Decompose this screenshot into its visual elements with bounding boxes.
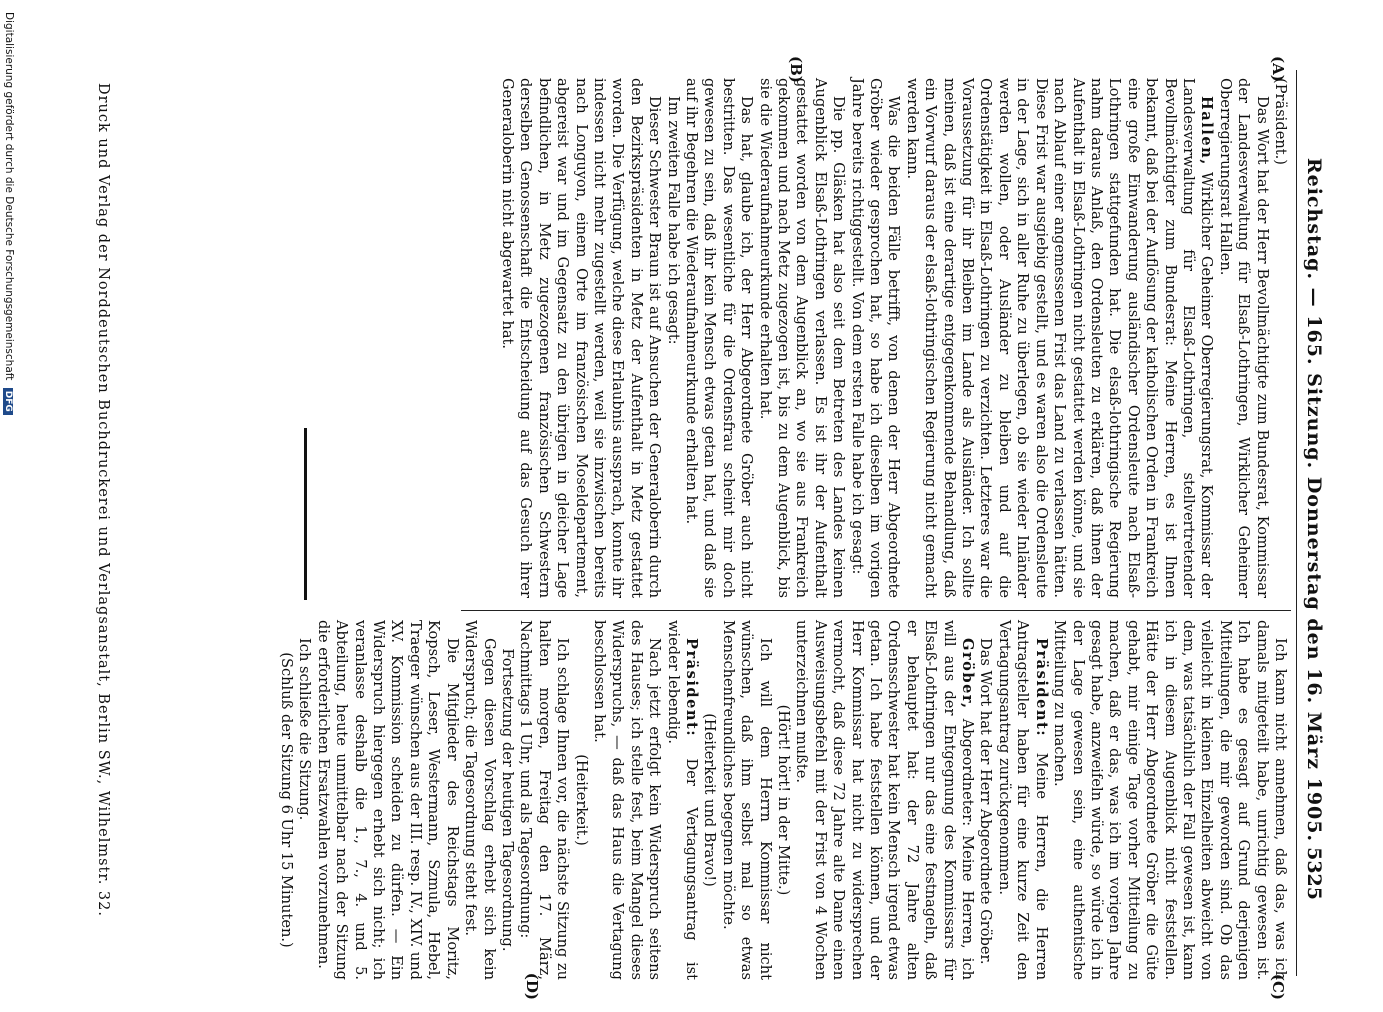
paragraph-r11 <box>516 620 571 980</box>
paragraph-text: Der Vertagungsantrag ist wieder lebendig. <box>664 620 700 980</box>
imprint-line: Druck und Verlag der Norddeutschen Buchdruckerei und Verlagsanstalt, Berlin SW., Wilhelmstr. 32. <box>95 83 111 917</box>
paragraph-text: Gegen diesen Vorschlag erhebt sich kein Widerspruch; die Tagesordnung steht fest. <box>462 620 498 980</box>
speaker-name: Präsident: <box>683 638 700 738</box>
paragraph-p6 <box>663 78 681 598</box>
paragraph-r7 <box>700 620 718 980</box>
paragraph-text: Die pp. Gläsken hat also seit dem Betreten des Landes keinen Augenblick Elsaß-Lothringen verlassen. Es ist ihr der Aufenthalt gestattet worden von dem Augenblick an, wo sie aus Frankreich gekommen und nach Metz zugezogen ist, bis zu dem Augenblick, bis sie die Wiederaufnahmeurkunde erhalten hat. <box>756 78 848 598</box>
paragraph-r1 <box>1050 620 1289 980</box>
page-header <box>1301 0 1325 1000</box>
paragraph-text: Meine Herren, die Herren Antragsteller haben für eine kurze Zeit den Vertagungsantrag zurückgenommen. <box>995 620 1050 980</box>
left-column <box>498 78 1289 598</box>
paragraph-r9 <box>590 620 664 980</box>
column-divider <box>461 610 1291 611</box>
paragraph-p3 <box>847 78 902 598</box>
paragraph-text: Fortsetzung der heutigen Tagesordnung. <box>498 648 516 952</box>
paragraph-p7 <box>498 78 664 598</box>
paragraph-p4 <box>755 78 847 598</box>
paragraph-text: Abgeordneter: Meine Herren, ich will aus der Entgegnung des Kommissars für Elsaß-Lothringen nur das eine festnageln, daß er behauptet hat: der 72 Jahre alten Ordensschwester hat kein Mensch irgend etwas getan. Ich habe feststellen können, und der Herr Kommissar hat nicht zu widersprechen vermocht, daß diese 72 Jahre alte Dame einen Ausweisungsbefehl mit der Frist von 4 Wochen unterzeichnen mußte. <box>793 620 977 980</box>
page-number: 5325 <box>1303 847 1325 900</box>
margin-mark-b: (B) <box>787 56 805 83</box>
right-column <box>277 620 1289 980</box>
speaker-name: Hallen, <box>1198 96 1216 166</box>
paragraph-r15 <box>295 620 313 980</box>
paragraph-text: Wirklicher Geheimer Oberregierungsrat, Kommissar der Landesverwaltung für Elsaß-Lothringen, stellvertretender Bevollmächtigter zum Bundesrat: Meine Herren, es ist Ihnen bekannt, daß bei der Auflösung der katholischen Orden in Frankreich eine große Einwanderung ausländischer Ordensleute nach Elsaß-Lothringen stattgefunden hat. Die elsaß-lothringische Regierung nahm daraus Anlaß, den Ordensleuten zu erklären, daß ihnen der Aufenthalt in Elsaß-Lothringen nicht gestattet werden könne, und sie nach Ablauf einer angemessenen Frist das Land zu verlassen hätten. Diese Frist war ausgiebig gestellt, und es waren also die Ordensleute in der Lage, sich in aller Ruhe zu überlegen, ob sie wieder Inländer werden wollen, oder Ausländer zu bleiben und auf die Ordenstätigkeit in Elsaß-Lothringen zu verzichten. Letzteres war die Voraussetzung für ihr Bleiben im Lande als Ausländer. Ich sollte meinen, daß ist eine derartige entgegenkommende Behandlung, daß ein Vorwurf daraus der elsaß-lothringischen Regierung nicht gemacht werden kann. <box>903 78 1216 598</box>
paragraph-r12 <box>498 620 516 980</box>
paragraph-r14 <box>313 620 460 980</box>
paragraph-p5 <box>682 78 756 598</box>
paragraph-text: (Hört! hört! in der Mitte.) <box>775 704 793 896</box>
dfg-logo: DFG <box>3 388 13 415</box>
paragraph-text: Ich kann nicht annehmen, daß das, was ich damals mitgeteilt habe, unrichtig gewesen ist. Ich habe es gesagt auf Grund derjenigen Mitteilungen, die mir geworden sind. Ob das vielleicht in kleinen Einzelheiten abweicht von dem, was tatsächlich der Fall gewesen ist, kann ich in diesem Augenblick nicht feststellen. Hätte der Herr Abgeordnete Gröber die Güte gehabt, mir einige Tage vorher Mitteilung zu machen, daß er das, was ich im vorigen Jahre gesagt habe, anzweifeln würde, so würde ich in der Lage gewesen sein, eine authentische Mitteilung zu machen. <box>1051 620 1289 980</box>
paragraph-p1 <box>1215 78 1270 598</box>
paragraph-text: Das Wort hat der Herr Bevollmächtigte zum Bundesrat, Kommissar der Landesverwaltung für Elsaß-Lothringen, Wirklicher Geheimer Oberregierungsrat Hallen. <box>1216 78 1271 598</box>
paragraph-r16 <box>277 620 295 980</box>
paragraph-text: Ich schließe die Sitzung. <box>296 638 314 821</box>
paragraph-r5 <box>774 620 792 980</box>
paragraph-text: Nach jetzt erfolgt kein Widerspruch seitens des Hauses; ich stelle fest, beim Mangel dieses Widerspruchs, — daß das Haus die Vertagung beschlossen hat. <box>590 620 664 980</box>
paragraph-r2 <box>995 620 1050 980</box>
speaker-name: Präsident: <box>1032 638 1050 738</box>
header-rule <box>1296 70 1297 976</box>
paragraph-text: (Schluß der Sitzung 6 Uhr 15 Minuten.) <box>278 652 296 948</box>
paragraph-r6 <box>718 620 773 980</box>
paragraph-r3 <box>976 620 994 980</box>
paragraph-r8 <box>663 620 700 980</box>
paragraph-text: Was die beiden Fälle betrifft, von denen der Herr Abgeordnete Gröber wieder gesprochen hat, so habe ich dieselben im vorigen Jahre bereits richtiggestellt. Von dem ersten Falle habe ich gesagt: <box>848 78 903 598</box>
paragraph-hallen <box>902 78 1215 598</box>
end-separator-rule <box>304 428 307 600</box>
margin-mark-c: (C) <box>1269 973 1287 1000</box>
paragraph-text: Im zweiten Falle habe ich gesagt: <box>664 96 682 345</box>
paragraph-r10 <box>571 620 589 980</box>
digitization-note <box>3 0 15 1012</box>
paragraph-text: (Präsident.) <box>1272 78 1289 165</box>
paragraph-text: Das hat, glaube ich, der Herr Abgeordnete Gröber auch nicht bestritten. Das wesentliche für die Ordensfrau scheint mir doch gewesen zu sein, daß ihr kein Mensch etwas getan hat, und daß sie auf ihr Begehren die Wiederaufnahmeurkunde erhalten hat. <box>683 78 756 598</box>
paragraph-text: (Heiterkeit.) <box>572 754 590 846</box>
digitization-text: Digitalisierung gefördert durch die Deutsche Forschungsgemeinschaft <box>3 12 15 381</box>
paragraph-text: Dieser Schwester Braun ist auf Ansuchen der Generaloberin durch den Bezirkspräsidenten in Metz der Aufenthalt in Metz gestattet worden. Die Verfügung, welche diese Erlaubnis aussprach, konnte ihr indessen nicht mehr zugestellt werden, weil sie inzwischen bereits nach Longuyon, einem Orte im französischen Moseldepartement, abgereist war und im Gegensatz zu den übrigen in gleicher Lage befindlichen, in Metz zugezogenen französischen Schwestern derselben Genossenschaft die Entscheidung auf das Gesuch ihrer Generaloberin nicht abgewartet hat. <box>498 78 664 598</box>
speaker-name: Gröber, <box>959 638 977 710</box>
paragraph-text: Ich will dem Herrn Kommissar nicht wünschen, daß ihm selbst mal so etwas Menschenfreundliches begegnen möchte. <box>719 620 774 980</box>
margin-mark-d: (D) <box>523 972 541 1000</box>
paragraph-text: (Heiterkeit und Bravo!) <box>701 713 719 887</box>
margin-mark-a: (A) <box>1269 56 1287 82</box>
paragraph-r4 <box>792 620 976 980</box>
paragraph-praes <box>1271 78 1289 598</box>
header-title: Reichstag. — 165. Sitzung. Donnerstag den 16. März 1905. <box>1303 157 1325 843</box>
paragraph-text: Die Mitglieder des Reichstags Moritz, Kopsch, Leser, Westermann, Szmula, Hebel, Traeger wünschen aus der III. resp. IV., XIV. und XV. Kommission scheiden zu dürfen. — Ein Widerspruch hiergegen erhebt sich nicht; ich veranlasse deshalb die 1., 7., 4. und 5. Abteilung, heute unmittelbar nach der Sitzung die erforderlichen Ersatzwahlen vorzunehmen. <box>314 620 461 981</box>
paragraph-r13 <box>461 620 498 980</box>
paragraph-text: Das Wort hat der Herr Abgeordnete Gröber. <box>977 638 995 965</box>
paragraph-text: Ich schlage Ihnen vor, die nächste Sitzung zu halten morgen, Freitag den 17. März, Nachmittags 1 Uhr, und als Tagesordnung: <box>517 620 572 980</box>
